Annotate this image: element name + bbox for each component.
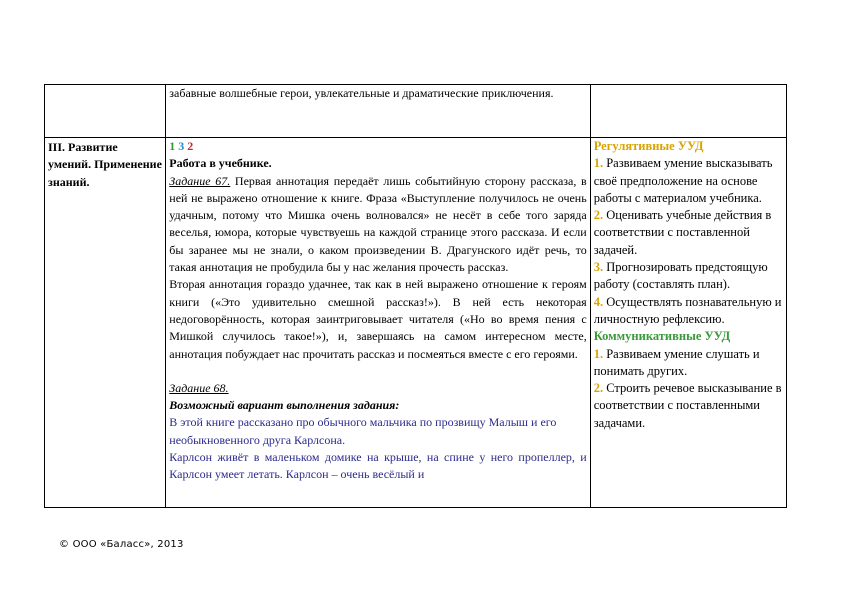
slide-number: 3 [178, 139, 185, 153]
variant-label: Возможный вариант выполнения задания: [169, 398, 400, 413]
uud-item-text: Развиваем умение слушать и понимать других. [593, 346, 760, 378]
table-row [45, 138, 787, 508]
uud-item [594, 294, 783, 329]
slide-number: 2 [187, 139, 194, 153]
uud-item [594, 259, 783, 294]
stage-cell [45, 138, 166, 508]
task67-text: Первая аннотация передаёт лишь событийную сторону рассказа, в ней не выражено отношение к книге. Фраза «Выступление получилось не очень удачным, потому что Мишка очень волновался» не несёт в себе того заряда веселья, юмора, которые чувствуешь на каждой странице этого рассказа. И если бы заранее мы не знали, о каком произведении В. Драгунского идёт речь, то такая аннотация не пробудила бы у нас желания прочесть рассказ. [169, 173, 587, 275]
content-cell [166, 138, 590, 508]
variant-paragraph: Карлсон живёт в маленьком домике на крыше, на спине у него пропеллер, и Карлсон умеет летать. Карлсон – очень весёлый и [169, 450, 587, 482]
work-title: Работа в учебнике. [169, 156, 272, 171]
uud-cell [590, 138, 786, 508]
table-row [45, 85, 787, 138]
uud-item-number: 1. [593, 156, 604, 171]
lesson-table [44, 84, 787, 508]
task68-label: Задание 68. [169, 380, 229, 395]
uud-item [594, 155, 783, 207]
variant-paragraph: В этой книге рассказано про обычного мальчика по прозвищу Малыш и его необыкновенного друга Карлсона. [169, 415, 557, 447]
uud-cell-empty [590, 85, 786, 138]
uud-item [594, 380, 783, 432]
slide-numbers [169, 138, 586, 155]
task67-paragraph [169, 173, 586, 277]
stage-cell-empty [45, 85, 166, 138]
uud-item-number: 4. [593, 294, 604, 309]
second-annotation-paragraph: Вторая аннотация гораздо удачнее, так как в ней выражено отношение к героям книги («Это удивительно смешной рассказ!»). В ней есть некоторая недоговорённость, которая заинтриговывает читателя («Но во время пения с Мишкой случилось такое!»), и, завершаясь на самом интересном месте, аннотация побуждает нас прочитать рассказ и посмеяться вместе с его героями. [169, 277, 587, 361]
uud-item-text: Развиваем умение высказывать своё предположение на основе работы с материалом учебника. [593, 156, 773, 205]
copyright-footer: © ООО «Баласс», 2013 [59, 539, 184, 550]
regulative-uud-title: Регулятивные УУД [593, 139, 704, 153]
uud-item-text: Осуществлять познавательную и личностную рефлексию. [593, 294, 782, 326]
uud-item-number: 2. [593, 208, 604, 223]
uud-item [594, 207, 783, 259]
slide-number: 1 [169, 139, 176, 153]
uud-item-text: Строить речевое высказывание в соответствии с поставленными задачами. [593, 381, 782, 430]
uud-item-text: Оценивать учебные действия в соответствии с поставленной задачей. [593, 208, 772, 257]
uud-item-text: Прогнозировать предстоящую работу (составлять план). [593, 260, 768, 292]
content-text: забавные волшебные герои, увлекательные и драматические приключения. [169, 86, 554, 100]
uud-item-number: 2. [593, 381, 604, 396]
uud-item-number: 1. [593, 346, 604, 361]
content-cell [166, 85, 590, 138]
uud-item-number: 3. [593, 260, 604, 275]
stage-title: III. Развитие умений. Применение знаний. [48, 140, 162, 189]
task67-label: Задание 67. [169, 173, 231, 188]
uud-item [594, 346, 783, 381]
communicative-uud-title: Коммуникативные УУД [593, 329, 731, 344]
